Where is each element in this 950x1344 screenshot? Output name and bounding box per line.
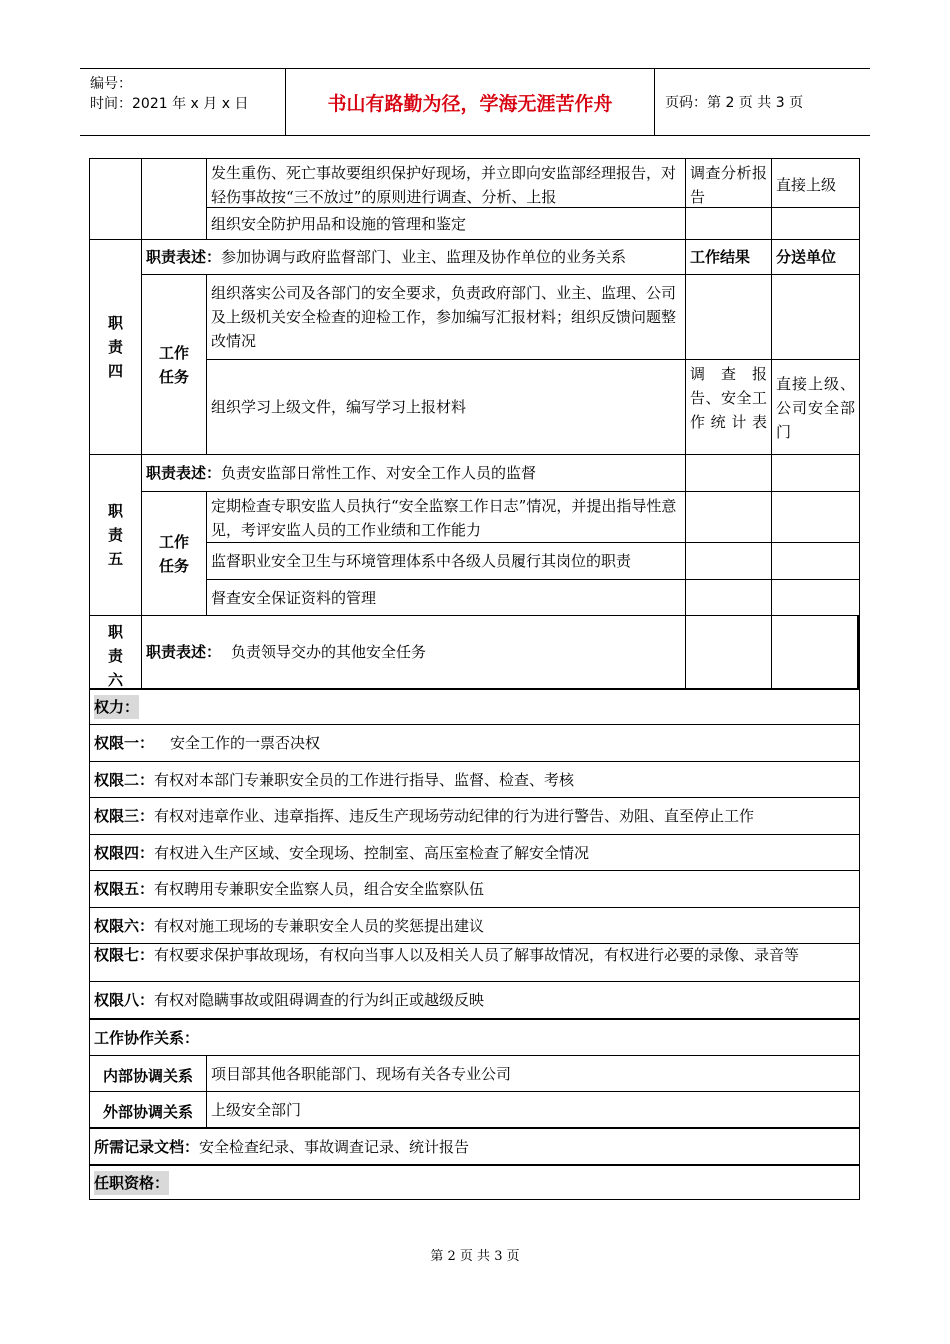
duty3-result-1: 调查分析报告 <box>685 158 772 208</box>
duty5-desc-tag: 职责表述： <box>146 464 222 482</box>
authority-item <box>89 870 860 908</box>
authority-item-tag: 权限七： <box>94 946 155 964</box>
records-row <box>89 1127 860 1165</box>
duty5-label: 职责五 <box>89 454 142 616</box>
duty4-task-2: 组织学习上级文件，编写学习上报材料 <box>206 359 686 455</box>
duty4-label: 职责四 <box>89 239 142 455</box>
authority-item-tag: 权限一： <box>94 734 155 752</box>
internal-coop-value: 项目部其他各职能部门、现场有关各专业公司 <box>206 1055 860 1092</box>
header-motto: 书山有路勤为径，学海无涯苦作舟 <box>286 69 655 135</box>
authority-item-tag: 权限四： <box>94 844 155 862</box>
coop-title: 工作协作关系： <box>94 1028 200 1047</box>
doc-number: 编号： <box>90 76 132 92</box>
header-page-info: 页码：第 2 页 共 3 页 <box>665 95 804 111</box>
duty5-dest-2 <box>771 542 860 580</box>
authority-item-tag: 权限八： <box>94 991 155 1009</box>
duty5-task-1: 定期检查专职安监人员执行“安全监察工作日志”情况，并提出指导性意见，考评安监人员的工作业绩和工作能力 <box>206 491 686 543</box>
duty6-desc-tag: 职责表述： <box>146 643 222 661</box>
duty5-result-head <box>685 454 772 492</box>
authority-item-text: 有权要求保护事故现场，有权向当事人以及相关人员了解事故情况，有权进行必要的录像、录音等 <box>154 946 800 964</box>
qualification-row <box>89 1164 860 1200</box>
duty6-desc-text: 负责领导交办的其他安全任务 <box>231 643 427 661</box>
authority-title: 权力： <box>94 695 139 719</box>
duty6-result <box>685 615 772 689</box>
authority-item <box>89 797 860 835</box>
duty4-description <box>141 239 686 275</box>
coop-title-row <box>89 1018 860 1056</box>
duty5-task-3: 督查安全保证资料的管理 <box>206 579 686 616</box>
result-header: 工作结果 <box>685 239 772 275</box>
dest-header: 分送单位 <box>771 239 860 275</box>
duty5-result-2 <box>685 542 772 580</box>
qualification-title: 任职资格： <box>94 1171 169 1195</box>
external-coop-value: 上级安全部门 <box>206 1091 860 1128</box>
duty5-result-1 <box>685 491 772 543</box>
header-meta <box>80 69 286 135</box>
doc-time: 时间：2021 年 x 月 x 日 <box>90 96 249 112</box>
authority-item <box>89 943 860 982</box>
authority-item <box>89 761 860 798</box>
duty5-dest-3 <box>771 579 860 616</box>
duty5-task-label: 工作任务 <box>141 491 207 616</box>
authority-item-text: 有权聘用专兼职安全监察人员，组合安全监察队伍 <box>154 880 485 898</box>
duty3-task-2: 组织安全防护用品和设施的管理和鉴定 <box>206 207 686 240</box>
authority-item-tag: 权限二： <box>94 771 155 789</box>
duty5-result-3 <box>685 579 772 616</box>
authority-item-tag: 权限三： <box>94 807 155 825</box>
duty4-dest-1 <box>771 274 860 360</box>
page-header <box>80 68 870 136</box>
authority-item <box>89 724 860 762</box>
records-text: 安全检查纪录、事故调查记录、统计报告 <box>199 1137 470 1156</box>
duty5-desc-text: 负责安监部日常性工作、对安全工作人员的监督 <box>221 464 537 482</box>
external-coop-label: 外部协调关系 <box>89 1091 207 1128</box>
duty6-dest <box>771 615 860 689</box>
internal-coop-label: 内部协调关系 <box>89 1055 207 1092</box>
duty4-result-2: 调 查 报告、安全工作统计表 <box>685 359 772 455</box>
authority-item-text: 有权对违章作业、违章指挥、违反生产现场劳动纪律的行为进行警告、劝阻、直至停止工作 <box>154 807 755 825</box>
duty3-result-2 <box>685 207 772 240</box>
duty5-task-2: 监督职业安全卫生与环境管理体系中各级人员履行其岗位的职责 <box>206 542 686 580</box>
duty4-task-1: 组织落实公司及各部门的安全要求，负责政府部门、业主、监理、公司及上级机关安全检查的迎检工作，参加编写汇报材料；组织反馈问题整改情况 <box>206 274 686 360</box>
duty3-task-label-cell <box>141 158 207 240</box>
duty3-label-cell <box>89 158 142 240</box>
duty4-result-1 <box>685 274 772 360</box>
duty5-dest-head <box>771 454 860 492</box>
duty3-task-1: 发生重伤、死亡事故要组织保护好现场，并立即向安监部经理报告，对轻伤事故按“三不放过”的原则进行调查、分析、上报 <box>206 158 686 208</box>
authority-item-text: 有权对施工现场的专兼职安全人员的奖惩提出建议 <box>154 917 485 935</box>
authority-item-tag: 权限六： <box>94 917 155 935</box>
authority-item <box>89 981 860 1019</box>
authority-item-tag: 权限五： <box>94 880 155 898</box>
duty4-task-label: 工作任务 <box>141 274 207 455</box>
authority-title-row <box>89 688 860 725</box>
authority-item-text: 有权对隐瞒事故或阻碍调查的行为纠正或越级反映 <box>154 991 485 1009</box>
duty3-dest-1: 直接上级 <box>771 158 860 208</box>
duty3-dest-2 <box>771 207 860 240</box>
page-footer: 第 2 页 共 3 页 <box>430 1249 520 1264</box>
authority-item-text: 有权对本部门专兼职安全员的工作进行指导、监督、检查、考核 <box>154 771 575 789</box>
authority-item-text: 有权进入生产区域、安全现场、控制室、高压室检查了解安全情况 <box>154 844 590 862</box>
duty5-description <box>141 454 686 492</box>
duty6-description <box>141 615 686 689</box>
authority-item <box>89 907 860 944</box>
duty4-dest-2: 直接上级、公司安全部门 <box>771 359 860 455</box>
records-tag: 所需记录文档： <box>94 1137 200 1156</box>
authority-item-text: 安全工作的一票否决权 <box>170 734 321 752</box>
duty5-dest-1 <box>771 491 860 543</box>
authority-item <box>89 834 860 871</box>
duty4-desc-tag: 职责表述： <box>146 248 222 266</box>
duty4-desc-text: 参加协调与政府监督部门、业主、监理及协作单位的业务关系 <box>221 248 627 266</box>
duty6-label: 职责六 <box>89 615 142 689</box>
